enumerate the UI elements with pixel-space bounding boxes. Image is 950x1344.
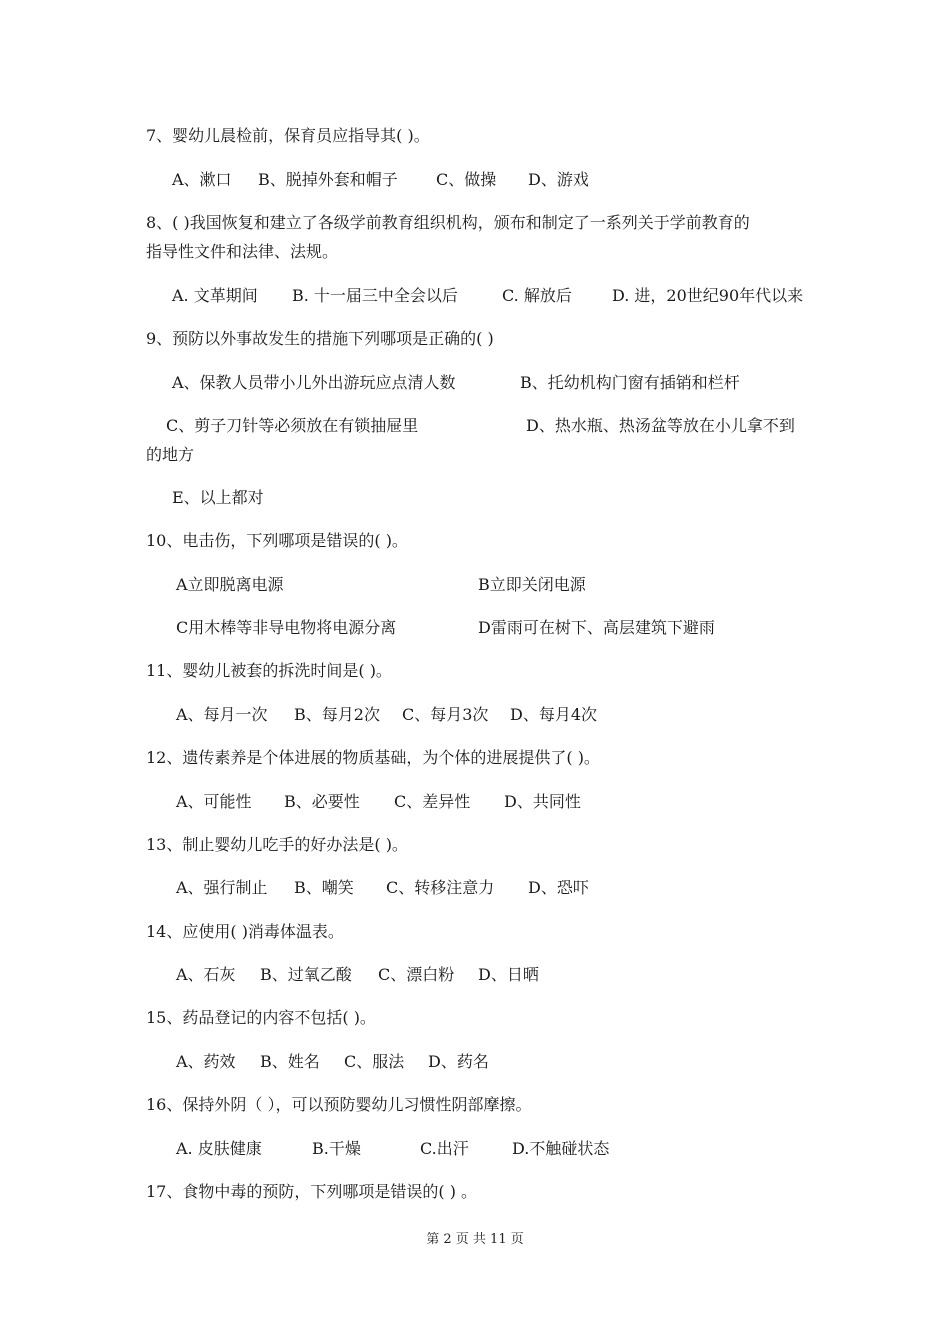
- q9-option-b: B、托幼机构门窗有插销和栏杆: [520, 373, 740, 392]
- q13-option-a: A、强行制止: [176, 878, 268, 897]
- q10-option-c: C用木棒等非导电物将电源分离: [176, 618, 397, 637]
- q7-option-c: C、做操: [436, 170, 497, 189]
- q7-option-b: B、脱掉外套和帽子: [258, 170, 398, 189]
- q13-option-c: C、转移注意力: [386, 878, 495, 897]
- q9-option-d-continuation: 的地方: [146, 445, 195, 464]
- q15-option-a: A、药效: [176, 1052, 236, 1071]
- q7-option-a: A、漱口: [172, 170, 232, 189]
- q12-option-a: A、可能性: [176, 792, 252, 811]
- question-7-stem: 7、婴幼儿晨检前，保育员应指导其( )。: [146, 126, 430, 145]
- q11-option-a: A、每月一次: [176, 705, 268, 724]
- question-10-stem: 10、电击伤，下列哪项是错误的( )。: [146, 531, 408, 550]
- q9-option-a: A、保教人员带小儿外出游玩应点清人数: [172, 373, 456, 392]
- q14-option-b: B、过氧乙酸: [260, 965, 352, 984]
- q9-option-d: D、热水瓶、热汤盆等放在小儿拿不到: [526, 416, 795, 435]
- q10-option-a: A立即脱离电源: [176, 575, 284, 594]
- q12-option-c: C、差异性: [394, 792, 471, 811]
- q8-option-d: D. 进，20世纪90年代以来: [612, 286, 804, 305]
- q16-option-d: D.不触碰状态: [512, 1139, 610, 1158]
- q9-option-e: E、以上都对: [172, 488, 264, 507]
- q8-option-b: B. 十一届三中全会以后: [292, 286, 458, 305]
- question-15-stem: 15、药品登记的内容不包括( )。: [146, 1008, 376, 1027]
- q10-option-d: D雷雨可在树下、高层建筑下避雨: [478, 618, 715, 637]
- question-14-stem: 14、应使用( )消毒体温表。: [146, 922, 344, 941]
- q13-option-b: B、嘲笑: [294, 878, 354, 897]
- q16-option-a: A. 皮肤健康: [176, 1139, 262, 1158]
- q8-option-c: C. 解放后: [502, 286, 572, 305]
- question-9-stem: 9、预防以外事故发生的措施下列哪项是正确的( ): [146, 329, 494, 348]
- q11-option-c: C、每月3次: [402, 705, 489, 724]
- q8-option-a: A. 文革期间: [172, 286, 258, 305]
- question-8-stem-line2: 指导性文件和法律、法规。: [146, 242, 339, 261]
- q10-option-b: B立即关闭电源: [478, 575, 586, 594]
- page-number-footer: 第 2 页 共 11 页: [426, 1232, 524, 1247]
- q7-option-d: D、游戏: [528, 170, 589, 189]
- q9-option-c: C、剪子刀针等必须放在有锁抽屉里: [166, 416, 419, 435]
- q16-option-b: B.干燥: [312, 1139, 361, 1158]
- q15-option-b: B、姓名: [260, 1052, 320, 1071]
- question-17-stem: 17、食物中毒的预防，下列哪项是错误的( ) 。: [146, 1182, 478, 1201]
- q14-option-c: C、漂白粉: [378, 965, 455, 984]
- q15-option-d: D、药名: [428, 1052, 489, 1071]
- q13-option-d: D、恐吓: [528, 878, 589, 897]
- q16-option-c: C.出汗: [420, 1139, 469, 1158]
- question-12-stem: 12、遗传素养是个体进展的物质基础，为个体的进展提供了( )。: [146, 748, 600, 767]
- q11-option-d: D、每月4次: [510, 705, 598, 724]
- q12-option-b: B、必要性: [284, 792, 360, 811]
- q15-option-c: C、服法: [344, 1052, 405, 1071]
- question-11-stem: 11、婴幼儿被套的拆洗时间是( )。: [146, 661, 392, 680]
- q11-option-b: B、每月2次: [294, 705, 380, 724]
- question-13-stem: 13、制止婴幼儿吃手的好办法是( )。: [146, 835, 408, 854]
- q14-option-d: D、日晒: [478, 965, 539, 984]
- q12-option-d: D、共同性: [504, 792, 581, 811]
- question-16-stem: 16、保持外阴（ ），可以预防婴幼儿习惯性阴部摩擦。: [146, 1095, 532, 1114]
- q14-option-a: A、石灰: [176, 965, 236, 984]
- question-8-stem-line1: 8、( )我国恢复和建立了各级学前教育组织机构，颁布和制定了一系列关于学前教育的: [146, 213, 750, 232]
